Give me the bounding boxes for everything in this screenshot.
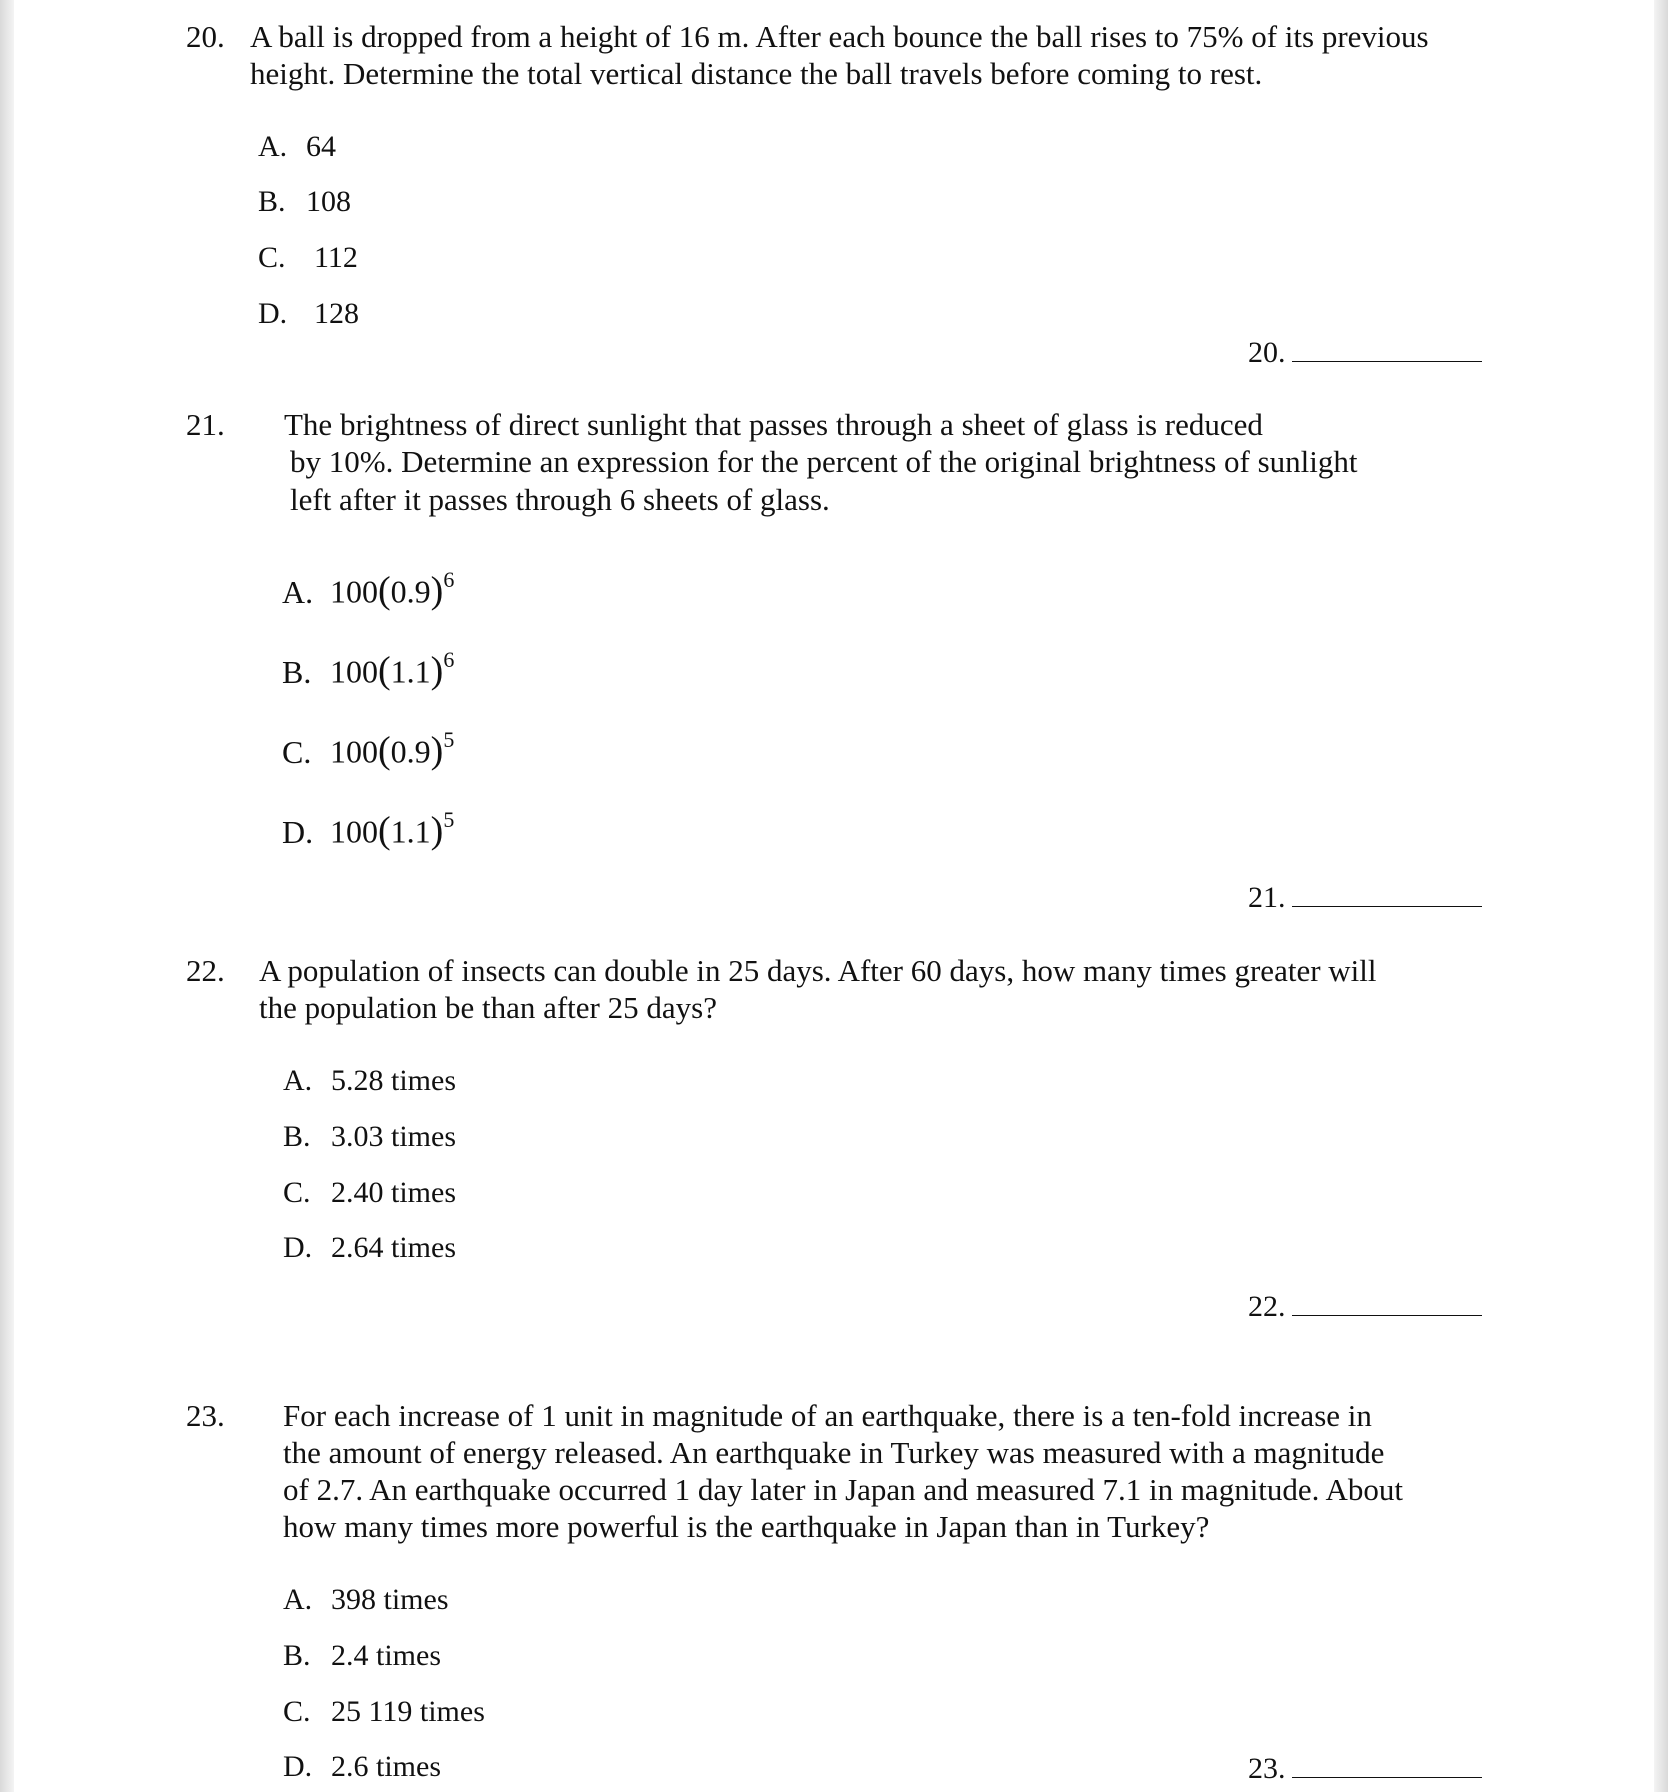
page-edge-right (1654, 0, 1668, 1792)
question-23-option-b[interactable] (283, 1638, 441, 1674)
option-exponent: 5 (443, 807, 455, 832)
option-letter: B. (282, 653, 312, 690)
question-20-option-a[interactable] (258, 129, 336, 165)
answer-line[interactable] (1292, 333, 1482, 362)
question-20-text-line-1: A ball is dropped from a height of 16 m. After each bounce the ball rises to 75% of its previous (250, 19, 1429, 54)
question-22-option-d[interactable] (283, 1230, 456, 1266)
answer-line[interactable] (1292, 1287, 1482, 1316)
question-22-number: 22. (186, 953, 225, 988)
option-letter: D. (283, 1750, 313, 1783)
question-20-option-d[interactable] (258, 296, 359, 332)
option-letter: D. (283, 1231, 313, 1264)
question-21-option-c[interactable]: C. $100(0.9)^5$ (282, 727, 455, 772)
option-letter: A. (283, 1064, 313, 1097)
option-exponent: 6 (443, 647, 455, 672)
question-21-number: 21. (186, 407, 225, 442)
answer-blank-21[interactable] (1248, 878, 1482, 916)
option-letter: A. (258, 130, 288, 163)
option-exponent: 5 (443, 727, 455, 752)
answer-label: 22. (1248, 1290, 1286, 1323)
question-22-option-b[interactable] (283, 1119, 456, 1155)
question-23-option-d[interactable] (283, 1749, 441, 1785)
option-letter: D. (258, 297, 288, 330)
option-coefficient: 100 (330, 573, 378, 610)
question-23-text-line-2: the amount of energy released. An earthquake in Turkey was measured with a magnitude (283, 1435, 1385, 1470)
option-text: 398 times (331, 1583, 449, 1616)
question-23-text-line-4: how many times more powerful is the earthquake in Japan than in Turkey? (283, 1509, 1210, 1544)
option-text: 3.03 times (331, 1120, 456, 1153)
question-22-text-line-2: the population be than after 25 days? (259, 990, 717, 1025)
option-letter: A. (283, 1583, 313, 1616)
option-text: 108 (306, 185, 351, 218)
answer-label: 23. (1248, 1752, 1286, 1785)
question-21-option-b[interactable]: B. $100(1.1)^6$ (282, 647, 455, 692)
option-coefficient: 100 (330, 813, 378, 850)
question-22-option-c[interactable] (283, 1175, 456, 1211)
question-23-option-c[interactable] (283, 1694, 485, 1730)
answer-line[interactable] (1292, 878, 1482, 907)
question-20-number: 20. (186, 19, 225, 54)
option-text: 5.28 times (331, 1064, 456, 1097)
option-exponent: 6 (443, 567, 455, 592)
option-text: 2.64 times (331, 1231, 456, 1264)
option-base: 0.9 (390, 573, 431, 610)
answer-blank-20[interactable] (1248, 333, 1482, 371)
question-21-option-a[interactable]: A. $100(0.9)^6$ (282, 567, 455, 612)
option-letter: C. (282, 733, 312, 770)
question-20-option-c[interactable] (258, 240, 358, 276)
question-23-number: 23. (186, 1398, 225, 1433)
option-letter: B. (283, 1639, 311, 1672)
option-coefficient: 100 (330, 733, 378, 770)
question-23-text-line-1: For each increase of 1 unit in magnitude of an earthquake, there is a ten-fold increase in (283, 1398, 1372, 1433)
option-letter: A. (282, 573, 314, 610)
option-text: 2.4 times (331, 1639, 441, 1672)
answer-line[interactable] (1292, 1749, 1482, 1778)
option-text: 2.40 times (331, 1176, 456, 1209)
option-text: 2.6 times (331, 1750, 441, 1783)
question-22-option-a[interactable] (283, 1063, 456, 1099)
option-letter: C. (258, 241, 286, 274)
question-21-option-d[interactable]: D. $100(1.1)^5$ (282, 807, 455, 852)
option-text: 112 (314, 241, 358, 274)
page-edge-left (0, 0, 14, 1792)
option-letter: B. (258, 185, 286, 218)
answer-label: 21. (1248, 881, 1286, 914)
option-text: 128 (314, 297, 359, 330)
option-letter: C. (283, 1176, 311, 1209)
option-letter: D. (282, 813, 314, 850)
question-21-text-line-1: The brightness of direct sunlight that passes through a sheet of glass is reduced (284, 407, 1263, 442)
option-letter: B. (283, 1120, 311, 1153)
answer-blank-22[interactable] (1248, 1287, 1482, 1325)
option-coefficient: 100 (330, 653, 378, 690)
question-21-text-line-3: left after it passes through 6 sheets of glass. (290, 482, 830, 517)
option-base: 0.9 (390, 733, 431, 770)
answer-blank-23[interactable] (1248, 1749, 1482, 1787)
option-base: 1.1 (390, 813, 431, 850)
question-20-text-line-2: height. Determine the total vertical distance the ball travels before coming to rest. (250, 56, 1263, 91)
option-letter: C. (283, 1695, 311, 1728)
question-20-option-b[interactable] (258, 184, 351, 220)
question-22-text-line-1: A population of insects can double in 25 days. After 60 days, how many times greater will (259, 953, 1377, 988)
question-23-option-a[interactable] (283, 1582, 449, 1618)
answer-label: 20. (1248, 336, 1286, 369)
option-text: 25 119 times (331, 1695, 485, 1728)
option-text: 64 (306, 130, 336, 163)
option-base: 1.1 (390, 653, 431, 690)
question-21-text-line-2: by 10%. Determine an expression for the percent of the original brightness of sunlight (290, 444, 1358, 479)
question-23-text-line-3: of 2.7. An earthquake occurred 1 day later in Japan and measured 7.1 in magnitude. About (283, 1472, 1403, 1507)
